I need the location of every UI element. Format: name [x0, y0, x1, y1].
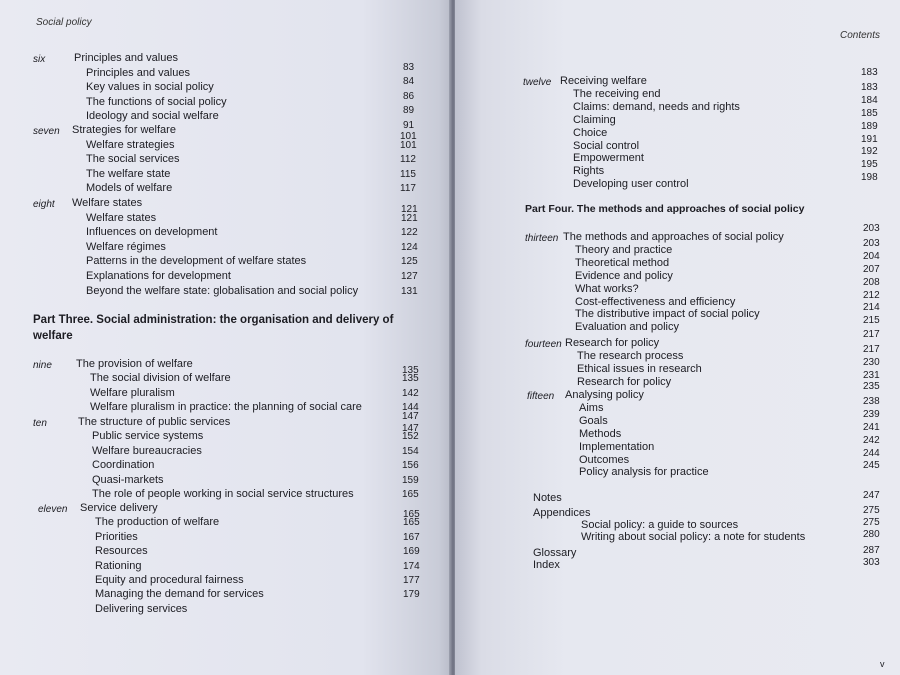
toc-entry: Claiming — [573, 113, 616, 126]
chapter-title-ten: The structure of public services — [78, 416, 231, 428]
chapter-title-eleven: Service delivery — [80, 502, 158, 514]
toc-entry: Theory and practice — [575, 243, 673, 256]
toc-entry: Models of welfare — [86, 182, 173, 195]
chapter-title-fourteen: Research for policy — [565, 337, 660, 349]
toc-entry: The distributive impact of social policy — [575, 308, 760, 321]
toc-entry: Welfare pluralism — [90, 386, 175, 399]
page-number: 165 — [402, 489, 419, 500]
page-number: 125 — [401, 256, 418, 268]
toc-entry: The functions of social policy — [86, 95, 227, 108]
toc-entry: The social services — [86, 153, 180, 166]
toc-entry: Resources — [95, 545, 148, 558]
toc-entry: Public service systems — [92, 430, 204, 443]
chapter-number-six: six — [33, 54, 46, 65]
toc-entry: Evaluation and policy — [575, 321, 679, 334]
toc-entry: Implementation — [579, 440, 655, 453]
toc-entry: Delivering services — [95, 602, 188, 615]
chapter-number-ten: ten — [33, 418, 47, 429]
page-number: 238 — [863, 395, 880, 407]
page-number: 275 — [863, 517, 880, 528]
toc-entry: Ethical issues in research — [577, 362, 702, 375]
page-number: 121 — [401, 212, 418, 224]
page-number: 115 — [400, 168, 416, 180]
toc-entry: The production of welfare — [95, 516, 220, 529]
toc-entry: Equity and procedural fairness — [95, 574, 244, 586]
toc-entry: Cost-effectiveness and efficiency — [575, 295, 736, 308]
toc-entry: Research for policy — [577, 375, 672, 388]
page-number: 169 — [403, 546, 420, 558]
page-number: 117 — [400, 183, 416, 195]
part-three-heading-cont: welfare — [33, 330, 73, 342]
right-page — [455, 0, 900, 675]
toc-entry: Welfare strategies — [86, 138, 175, 151]
chapter-title-thirteen: The methods and approaches of social policy — [563, 231, 784, 243]
toc-entry: Principles and values — [86, 66, 190, 79]
page-number: 208 — [863, 276, 880, 288]
page-number: 122 — [401, 227, 418, 239]
page-number: 204 — [863, 250, 880, 262]
toc-entry: Rights — [573, 165, 605, 178]
page-number: 189 — [861, 120, 878, 132]
page-number: 280 — [863, 529, 880, 540]
page-number: 184 — [861, 94, 878, 106]
toc-entry: The receiving end — [573, 87, 661, 100]
page-number: 101 — [400, 131, 417, 142]
chapter-number-fourteen: fourteen — [525, 339, 562, 350]
page-number: 231 — [863, 369, 880, 381]
toc-entry: The research process — [577, 349, 684, 362]
page-number: 101 — [400, 139, 417, 151]
page-number: 135 — [402, 365, 419, 376]
page-number: 147 — [402, 410, 419, 422]
page-number: 185 — [861, 107, 878, 119]
toc-entry: Policy analysis for practice — [579, 466, 709, 479]
toc-entry: Rationing — [95, 559, 142, 572]
page-number: 84 — [403, 76, 415, 88]
chapter-title-six: Principles and values — [74, 52, 178, 64]
page-number: 195 — [861, 159, 878, 171]
page-number: 287 — [863, 545, 880, 556]
page-number: 217 — [863, 343, 880, 355]
page-number: 203 — [863, 223, 880, 234]
page-number: 142 — [402, 387, 419, 399]
toc-entry: The role of people working in social service structures — [92, 488, 354, 500]
page-number: 235 — [863, 381, 880, 392]
page-number: 247 — [863, 490, 880, 501]
toc-entry: Empowerment — [573, 152, 644, 165]
page-number: 183 — [861, 67, 878, 78]
chapter-title-seven: Strategies for welfare — [72, 124, 176, 136]
page-number: 198 — [861, 172, 878, 184]
page-number: 147 — [402, 423, 419, 434]
toc-entry: Welfare pluralism in practice: the planning of social care — [90, 401, 362, 414]
chapter-title-nine: The provision of welfare — [76, 358, 193, 370]
page-number: 203 — [863, 237, 880, 249]
part-four-heading: Part Four. The methods and approaches of social policy — [525, 203, 805, 215]
page-number: 230 — [863, 356, 880, 368]
toc-entry: Choice — [573, 126, 608, 139]
back-matter-entry: Notes — [533, 492, 562, 504]
toc-entry: Evidence and policy — [575, 269, 673, 282]
toc-entry: Outcomes — [579, 453, 630, 466]
page-number: 112 — [400, 154, 416, 166]
chapter-number-seven: seven — [33, 126, 60, 137]
chapter-number-twelve: twelve — [523, 77, 552, 88]
toc-entry: What works? — [575, 282, 639, 295]
page-number: 152 — [402, 431, 419, 443]
chapter-title-eight: Welfare states — [72, 197, 143, 209]
running-head-right: Contents — [840, 30, 881, 41]
toc-entry: Welfare states — [86, 211, 157, 224]
page-number: 156 — [402, 460, 419, 472]
page-number: 275 — [863, 505, 880, 516]
chapter-number-eight: eight — [33, 199, 55, 210]
page-number: 154 — [402, 445, 419, 457]
page-number: 215 — [863, 315, 880, 327]
page-number: 131 — [401, 285, 418, 297]
back-matter-entry: Appendices — [533, 507, 591, 519]
appendix-entry: Writing about social policy: a note for students — [581, 531, 806, 543]
page-number: 91 — [403, 120, 415, 131]
toc-entry: Welfare bureaucracies — [92, 444, 202, 457]
page-number: 303 — [863, 557, 880, 568]
toc-entry: Methods — [579, 427, 622, 440]
page-number: 207 — [863, 263, 880, 275]
page-number: 212 — [863, 289, 880, 301]
toc-entry: Key values in social policy — [86, 81, 214, 94]
toc-entry: Developing user control — [573, 178, 689, 191]
toc-entry: Social control — [573, 139, 640, 152]
page-number: 242 — [863, 434, 880, 446]
back-matter-entry: Glossary — [533, 547, 577, 559]
toc-entry: The welfare state — [86, 167, 171, 180]
page-number: 192 — [861, 146, 878, 158]
page-number: 121 — [401, 204, 418, 215]
toc-entry: The social division of welfare — [90, 372, 231, 385]
toc-entry: Influences on development — [86, 226, 218, 239]
page-number: 165 — [403, 509, 420, 520]
chapter-number-thirteen: thirteen — [525, 233, 559, 244]
toc-entry: Aims — [579, 401, 604, 414]
toc-entry: Beyond the welfare state: globalisation and social policy — [86, 284, 359, 297]
page-number: 165 — [403, 517, 420, 529]
toc-entry: Priorities — [95, 530, 138, 543]
toc-entry: Quasi-markets — [92, 473, 164, 486]
page-number: 179 — [403, 589, 420, 601]
toc-entry: Welfare régimes — [86, 240, 166, 253]
page-number: 174 — [403, 560, 420, 572]
toc-entry: Explanations for development — [86, 270, 231, 282]
toc-entry: Goals — [579, 414, 608, 427]
page-number: 241 — [863, 421, 880, 433]
page-number: 124 — [401, 241, 418, 253]
chapter-number-nine: nine — [33, 360, 52, 371]
page-folio: v — [880, 659, 885, 669]
page-number: 135 — [402, 373, 419, 385]
chapter-title-fifteen: Analysing policy — [565, 389, 644, 401]
page-number: 86 — [403, 90, 415, 102]
toc-entry: Ideology and social welfare — [86, 110, 219, 123]
chapter-number-eleven: eleven — [38, 504, 68, 515]
page-number: 83 — [403, 61, 415, 73]
running-head-left: Social policy — [36, 17, 92, 28]
page-number: 239 — [863, 408, 880, 420]
page-number: 214 — [863, 302, 880, 314]
page-number: 167 — [403, 531, 420, 543]
appendix-entry: Social policy: a guide to sources — [581, 519, 739, 531]
page-number: 217 — [863, 329, 880, 340]
toc-entry: Theoretical method — [575, 256, 670, 269]
toc-entry: Claims: demand, needs and rights — [573, 100, 740, 113]
chapter-number-fifteen: fifteen — [527, 391, 555, 402]
page-number: 159 — [402, 474, 419, 486]
page-number: 191 — [861, 133, 878, 145]
toc-entry: Managing the demand for services — [95, 588, 264, 601]
page-number: 183 — [861, 81, 878, 93]
back-matter-entry: Index — [533, 559, 560, 571]
page-number: 144 — [402, 402, 419, 414]
toc-entry: Patterns in the development of welfare states — [86, 255, 307, 268]
part-three-heading: Part Three. Social administration: the organisation and delivery of — [33, 314, 394, 326]
toc-entry: Coordination — [92, 459, 155, 472]
page-number: 89 — [403, 105, 415, 117]
page-number: 245 — [863, 460, 880, 472]
page-number: 127 — [401, 271, 418, 282]
page-number: 244 — [863, 447, 880, 459]
page-number: 177 — [403, 575, 420, 586]
chapter-title-twelve: Receiving welfare — [560, 75, 647, 87]
